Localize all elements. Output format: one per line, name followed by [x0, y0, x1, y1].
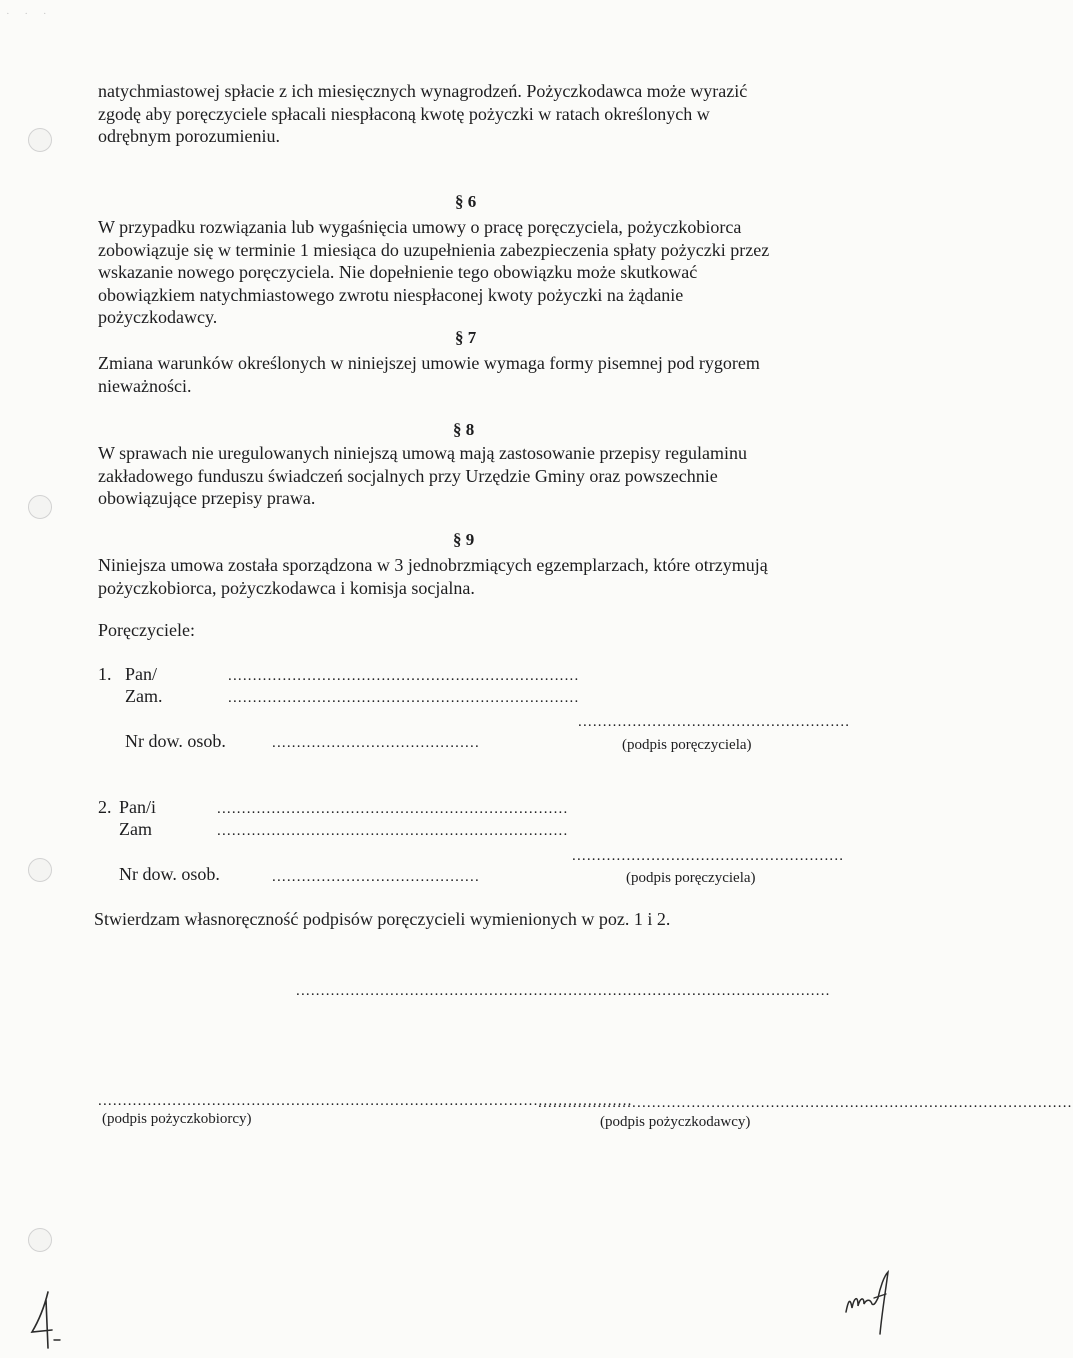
section-7-heading: § 7 — [455, 328, 477, 347]
intro-paragraph: natychmiastowej spłacie z ich miesięcznych wynagrodzeń. Pożyczkodawca może wyrazić zgodę aby poręczyciele spłacali niespłaconą kwotę pożyczki w ratach określonych w odrębnym porozumieniu. — [98, 81, 748, 146]
punch-hole — [28, 128, 52, 152]
guarantor-1-zam-label: Zam. — [125, 686, 163, 706]
guarantor-2-zam-label: Zam — [119, 819, 152, 839]
handwritten-page-number — [26, 1288, 66, 1352]
certification-statement: Stwierdzam własnoręczność podpisów poręczycieli wymienionych w poz. 1 i 2. — [94, 909, 671, 929]
section-8-heading: § 8 — [453, 420, 475, 439]
guarantor-2-name-line: ....................................................................... — [217, 801, 569, 817]
guarantor-2-signature-line: ....................................................... — [572, 848, 845, 864]
punch-hole — [28, 1228, 52, 1252]
guarantor-1-number: 1. — [98, 664, 112, 684]
guarantor-1-name-line: ....................................................................... — [228, 668, 580, 684]
guarantor-1-address-line: ....................................................................... — [228, 690, 580, 706]
section-8-text: W sprawach nie uregulowanych niniejszą umową mają zastosowanie przepisy regulaminu zakładowego funduszu świadczeń socjalnych przy Urzędzie Gminy oraz powszechnie obowiązujące przepisy prawa. — [98, 443, 747, 508]
lender-signature-line: ............................................................................................................ — [538, 1095, 1073, 1111]
borrower-signature-caption: (podpis pożyczkobiorcy) — [102, 1111, 252, 1127]
guarantor-1-signature-caption: (podpis poręczyciela) — [622, 737, 752, 753]
punch-hole — [28, 858, 52, 882]
guarantor-2-id-label: Nr dow. osob. — [119, 864, 220, 884]
guarantor-2-pan-label: Pan/i — [119, 797, 157, 817]
guarantor-1-id-line: .......................................... — [272, 735, 480, 751]
guarantor-1-id-label: Nr dow. osob. — [125, 731, 226, 751]
section-6-text: W przypadku rozwiązania lub wygaśnięcia umowy o pracę poręczyciela, pożyczkobiorca zobowiązuje się w terminie 1 miesiąca do uzupełnienia zabezpieczenia spłaty pożyczki przez wskazanie nowego poręczyciela. Nie dopełnienie tego obowiązku może skutkować obowiązkiem natychmiastowego zwrotu niespłaconej kwoty pożyczki na żądanie pożyczkodawcy. — [98, 217, 770, 327]
section-7-text: Zmiana warunków określonych w niniejszej umowie wymaga formy pisemnej pod rygorem nieważności. — [98, 353, 760, 396]
guarantor-2-address-line: ....................................................................... — [217, 823, 569, 839]
guarantor-2-number: 2. — [98, 797, 112, 817]
section-9-text: Niniejsza umowa została sporządzona w 3 jednobrzmiących egzemplarzach, które otrzymują pożyczkobiorca, pożyczkodawca i komisja socjalna. — [98, 555, 768, 598]
guarantor-1-pan-label: Pan/ — [125, 664, 158, 684]
borrower-signature-line: ............................................................................................................ — [98, 1093, 633, 1109]
lender-signature-caption: (podpis pożyczkodawcy) — [600, 1114, 751, 1130]
guarantor-1-signature-line: ....................................................... — [578, 714, 851, 730]
punch-hole — [28, 495, 52, 519]
guarantor-2-id-line: .......................................... — [272, 869, 480, 885]
guarantors-title: Poręczyciele: — [98, 620, 195, 640]
section-9-heading: § 9 — [453, 530, 475, 549]
guarantor-2-signature-caption: (podpis poręczyciela) — [626, 870, 756, 886]
handwritten-initials-signature — [842, 1268, 894, 1338]
section-6-heading: § 6 — [455, 192, 477, 211]
scan-artifact: · · · — [6, 8, 53, 20]
certifier-signature-line: ............................................................................................................ — [296, 983, 831, 999]
